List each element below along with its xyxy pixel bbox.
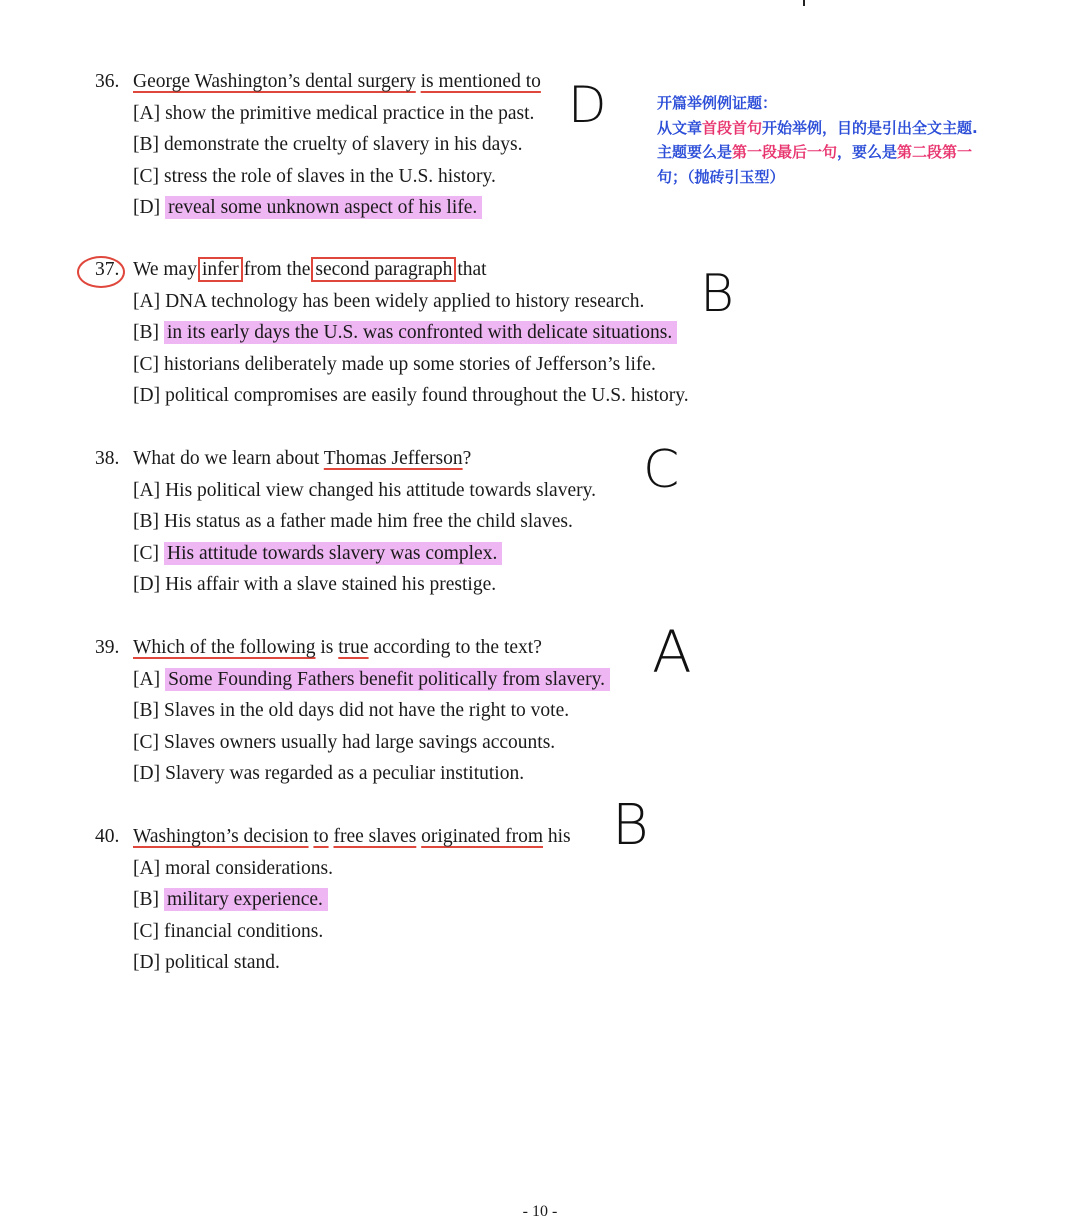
option-a xyxy=(95,853,571,885)
question-number: 37. xyxy=(95,259,120,280)
option-key: [A] xyxy=(133,290,161,312)
question-stem xyxy=(95,254,689,286)
option-key: [B] xyxy=(133,134,159,155)
option-key: [C] xyxy=(133,731,159,753)
note-text: ，要么是 xyxy=(837,143,898,161)
underlined-phrase: Washington’s decision xyxy=(133,826,309,847)
option-key: [B] xyxy=(133,700,159,721)
underlined-phrase: free slaves xyxy=(333,826,417,847)
underlined-phrase: Which of the following xyxy=(133,637,316,658)
option-key: [C] xyxy=(133,165,159,187)
underlined-phrase: Thomas Jefferson xyxy=(323,448,463,469)
question-38 xyxy=(95,443,596,601)
stem-text: from the xyxy=(243,259,311,280)
note-emphasis: 第一段最后一句 xyxy=(732,143,838,161)
option-a xyxy=(95,475,596,507)
option-b xyxy=(95,506,596,538)
option-b xyxy=(95,884,571,916)
question-stem xyxy=(95,443,596,475)
option-key: [C] xyxy=(133,542,159,564)
option-d xyxy=(95,192,541,224)
question-40 xyxy=(95,821,571,979)
note-line xyxy=(657,140,1057,165)
question-stem xyxy=(95,821,571,853)
handwritten-answer-39: A xyxy=(652,618,692,686)
underlined-phrase: is mentioned to xyxy=(420,71,541,92)
option-a xyxy=(95,286,689,318)
option-key: [B] xyxy=(133,889,159,910)
option-key: [A] xyxy=(133,857,161,879)
stem-text: that xyxy=(457,259,487,280)
question-number: 40. xyxy=(95,826,120,847)
option-text: moral considerations. xyxy=(165,857,333,879)
option-key: [B] xyxy=(133,322,159,343)
option-text: DNA technology has been widely applied to history research. xyxy=(165,290,645,312)
option-c xyxy=(95,349,689,381)
option-text: financial conditions. xyxy=(164,920,324,942)
option-a xyxy=(95,98,541,130)
option-text: political compromises are easily found throughout the U.S. history. xyxy=(165,385,689,406)
option-c xyxy=(95,538,596,570)
handwritten-answer-38: C xyxy=(643,440,680,500)
boxed-keyword: infer xyxy=(198,257,243,282)
note-text: 从文章 xyxy=(657,118,703,137)
note-emphasis: 首段首句 xyxy=(702,118,763,137)
handwritten-answer-37: B xyxy=(700,264,735,324)
top-edge-mark xyxy=(803,0,805,6)
stem-text: We may xyxy=(133,259,197,280)
option-text: Slaves in the old days did not have the right to vote. xyxy=(164,700,570,721)
option-key: [B] xyxy=(133,511,159,532)
note-text: 开始举例，目的是引出全文主题. xyxy=(762,118,978,137)
boxed-keyword: second paragraph xyxy=(311,257,456,282)
option-c xyxy=(95,161,541,193)
option-c xyxy=(95,916,571,948)
highlighted-answer: His attitude towards slavery was complex. xyxy=(164,542,502,565)
underlined-phrase: originated from xyxy=(421,826,544,847)
stem-text: his xyxy=(543,826,571,847)
highlighted-answer: military experience. xyxy=(164,888,328,911)
page-number: - 10 - xyxy=(522,1203,558,1220)
option-b xyxy=(95,129,541,161)
note-line: 开篇举例例证题： xyxy=(657,94,778,112)
question-number: 39. xyxy=(95,637,120,658)
option-key: [A] xyxy=(133,668,161,690)
stem-text: ? xyxy=(462,448,472,469)
note-line xyxy=(657,116,1057,141)
underlined-phrase: to xyxy=(313,826,329,847)
option-key: [D] xyxy=(133,385,161,406)
question-number: 36. xyxy=(95,71,120,92)
highlighted-answer: reveal some unknown aspect of his life. xyxy=(165,196,482,219)
question-stem xyxy=(95,632,610,664)
option-text: His affair with a slave stained his prestige. xyxy=(165,574,497,595)
underlined-phrase: George Washington’s dental surgery xyxy=(133,71,416,92)
option-d xyxy=(95,758,610,790)
question-36 xyxy=(95,66,541,224)
option-text: historians deliberately made up some stories of Jefferson’s life. xyxy=(164,353,656,375)
option-text: Slaves owners usually had large savings accounts. xyxy=(164,731,556,753)
underlined-phrase: true xyxy=(338,637,369,658)
option-key: [D] xyxy=(133,763,161,784)
highlighted-answer: Some Founding Fathers benefit politically from slavery. xyxy=(165,668,610,691)
stem-text: What do we learn about xyxy=(133,448,324,469)
option-b xyxy=(95,317,689,349)
option-text: His political view changed his attitude towards slavery. xyxy=(165,479,596,501)
option-d xyxy=(95,380,689,412)
option-text: His status as a father made him free the child slaves. xyxy=(164,511,573,532)
study-note xyxy=(657,91,1057,189)
stem-text: is xyxy=(315,637,339,658)
note-text: 主题要么是 xyxy=(657,143,733,161)
question-stem xyxy=(95,66,541,98)
option-b xyxy=(95,695,610,727)
handwritten-answer-36: D xyxy=(568,76,607,134)
option-key: [C] xyxy=(133,920,159,942)
option-text: show the primitive medical practice in the past. xyxy=(165,102,535,124)
question-37 xyxy=(95,254,689,412)
option-text: political stand. xyxy=(165,952,280,973)
option-c xyxy=(95,727,610,759)
question-number: 38. xyxy=(95,448,120,469)
option-a xyxy=(95,664,610,696)
option-d xyxy=(95,569,596,601)
stem-text: according to the text? xyxy=(368,637,542,658)
option-key: [D] xyxy=(133,952,161,973)
option-key: [D] xyxy=(133,574,161,595)
option-d xyxy=(95,947,571,979)
circle-mark xyxy=(77,256,125,288)
handwritten-answer-40: B xyxy=(612,793,649,858)
option-key: [A] xyxy=(133,479,161,501)
option-key: [A] xyxy=(133,102,161,124)
question-39 xyxy=(95,632,610,790)
option-key: [C] xyxy=(133,353,159,375)
option-key: [D] xyxy=(133,197,161,218)
note-emphasis: 第二段第一 xyxy=(897,143,973,161)
option-text: stress the role of slaves in the U.S. history. xyxy=(164,165,496,187)
option-text: demonstrate the cruelty of slavery in his days. xyxy=(164,134,523,155)
note-line: 句；（抛砖引玉型） xyxy=(657,167,785,186)
option-text: Slavery was regarded as a peculiar institution. xyxy=(165,763,525,784)
highlighted-answer: in its early days the U.S. was confronted with delicate situations. xyxy=(164,321,677,344)
